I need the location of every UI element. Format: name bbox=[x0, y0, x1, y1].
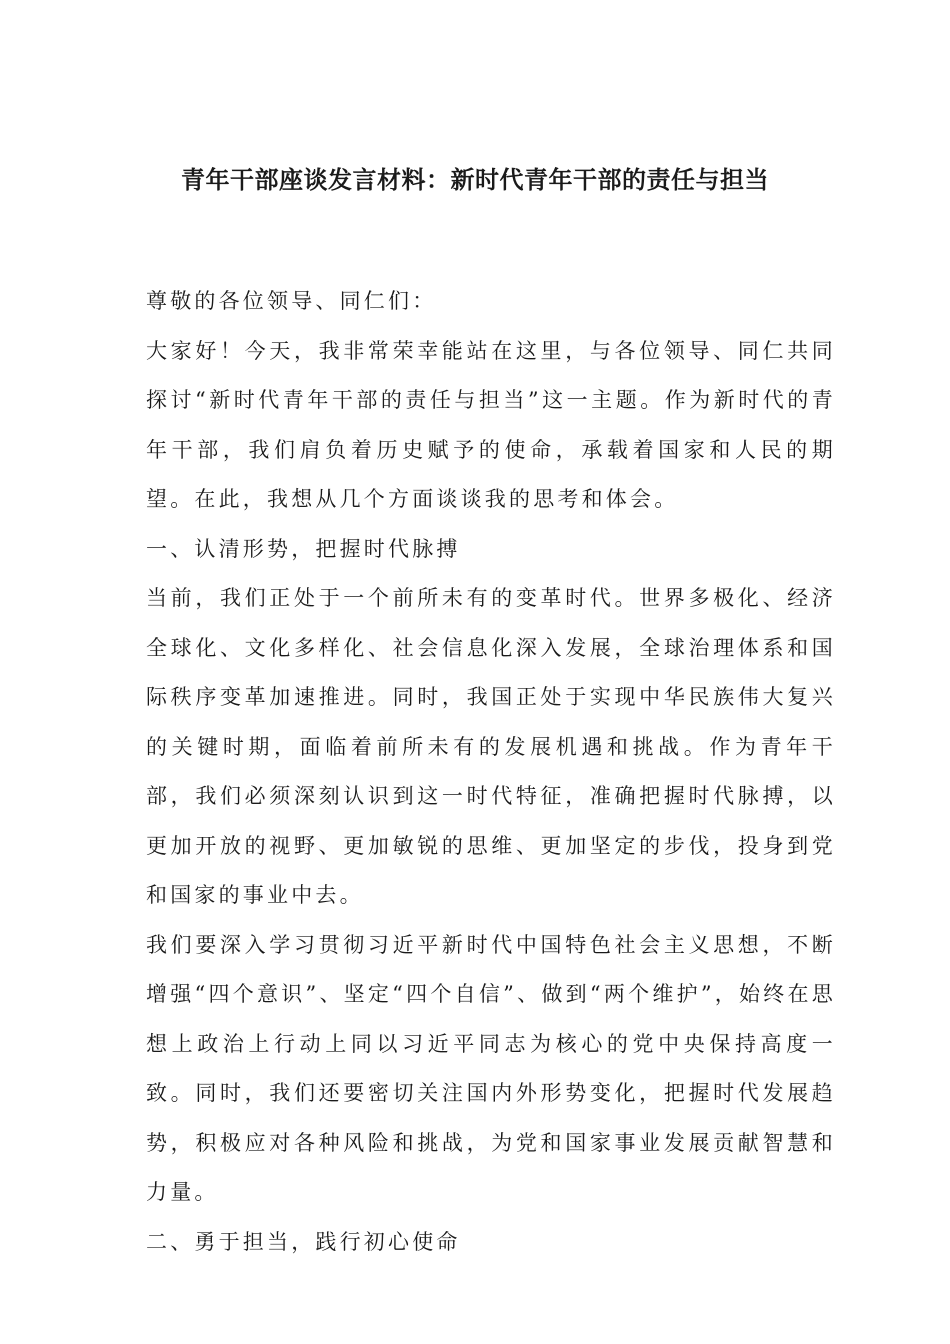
paragraph-study: 我们要深入学习贯彻习近平新时代中国特色社会主义思想，不断增强“四个意识”、坚定“四个自信”、做到“两个维护”，始终在思想上政治上行动上同以习近平同志为核心的党中央保持高度一致。同时，我们还要密切关注国内外形势变化，把握时代发展趋势，积极应对各种风险和挑战，为党和国家事业发展贡献智慧和力量。 bbox=[146, 932, 836, 1204]
paragraph-intro: 大家好！今天，我非常荣幸能站在这里，与各位领导、同仁共同探讨“新时代青年干部的责任与担当”这一主题。作为新时代的青年干部，我们肩负着历史赋予的使命，承载着国家和人民的期望。在此，我想从几个方面谈谈我的思考和体会。 bbox=[146, 338, 836, 511]
document-body bbox=[146, 277, 836, 1267]
salutation: 尊敬的各位领导、同仁们： bbox=[146, 289, 437, 313]
section-heading-1: 一、认清形势，把握时代脉搏 bbox=[146, 536, 461, 561]
document-title: 青年干部座谈发言材料：新时代青年干部的责任与担当 bbox=[181, 165, 769, 194]
paragraph-situation: 当前，我们正处于一个前所未有的变革时代。世界多极化、经济全球化、文化多样化、社会信息化深入发展，全球治理体系和国际秩序变革加速推进。同时，我国正处于实现中华民族伟大复兴的关键时期，面临着前所未有的发展机遇和挑战。作为青年干部，我们必须深刻认识到这一时代特征，准确把握时代脉搏，以更加开放的视野、更加敏锐的思维、更加坚定的步伐，投身到党和国家的事业中去。 bbox=[146, 586, 836, 907]
section-heading-2: 二、勇于担当，践行初心使命 bbox=[146, 1229, 461, 1254]
